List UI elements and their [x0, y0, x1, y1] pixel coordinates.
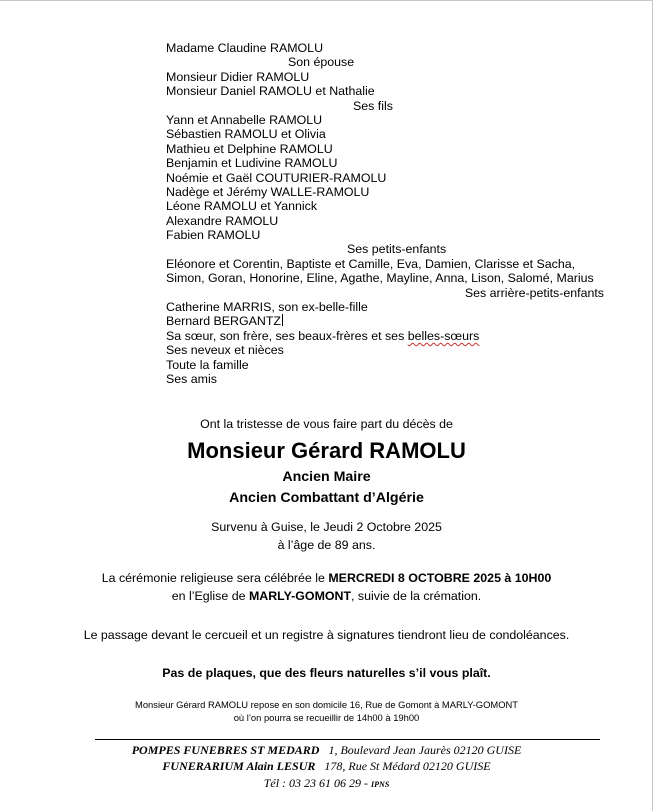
family-line: Yann et Annabelle RAMOLU [166, 112, 323, 127]
death-date: Survenu à Guise, le Jeudi 2 Octobre 2025 [211, 520, 442, 534]
family-line: Toute la famille [166, 357, 249, 372]
funerarium-address: 178, Rue St Médard 02120 GUISE [324, 759, 491, 773]
family-line: Simon, Goran, Honorine, Eline, Agathe, Mayline, Anna, Lison, Salomé, Marius [166, 271, 594, 286]
funeral-home-name: POMPES FUNEBRES ST MEDARD [131, 743, 320, 757]
relation-label: Ses arrière-petits-enfants [464, 285, 604, 300]
funeral-home-address: 1, Boulevard Jean Jaurès 02120 GUISE [328, 743, 522, 757]
phone-line [0, 776, 653, 791]
intro-text: Ont la tristesse de vous faire part du décès de [200, 417, 453, 431]
family-line: Léone RAMOLU et Yannick [166, 199, 318, 214]
footer-divider [95, 739, 600, 740]
funerarium-line [0, 759, 653, 774]
family-list [166, 41, 636, 386]
family-line: Eléonore et Corentin, Baptiste et Camille, Eva, Damien, Clarisse et Sacha, [166, 256, 576, 271]
relation-label: Son épouse [288, 55, 355, 70]
family-line: Madame Claudine RAMOLU [166, 41, 324, 55]
relation-label: Ses petits-enfants [347, 242, 447, 257]
family-line: Benjamin et Ludivine RAMOLU [166, 156, 338, 171]
age-line: à l’âge de 89 ans. [277, 538, 376, 552]
rest-location-line-2: où l’on pourra se recueillir de 14h00 à 19h00 [233, 712, 420, 723]
family-line: Ses neveux et nièces [166, 343, 284, 358]
funeral-home-line [0, 743, 653, 758]
family-line [166, 329, 636, 343]
family-line: Mathieu et Delphine RAMOLU [166, 141, 333, 156]
family-line: Catherine MARRIS, son ex-belle-fille [166, 300, 368, 315]
relation-label: Ses fils [353, 98, 393, 113]
text-cursor [282, 314, 283, 326]
family-line-text: Sa sœur, son frère, ses beaux-frères et ses [166, 328, 408, 343]
ceremony-date: MERCREDI 8 OCTOBRE 2025 à 10H00 [328, 571, 552, 585]
deceased-title-veteran: Ancien Combattant d’Algérie [229, 490, 424, 506]
family-line[interactable] [166, 314, 636, 328]
flowers-notice: Pas de plaques, que des fleurs naturelles s’il vous plaît. [162, 666, 491, 680]
family-line-text: Bernard BERGANTZ [166, 314, 281, 329]
deceased-title-mayor: Ancien Maire [282, 469, 371, 485]
rest-location-line-1: Monsieur Gérard RAMOLU repose en son domicile 16, Rue de Gomont à MARLY-GOMONT [135, 699, 518, 710]
family-line: Noémie et Gaël COUTURIER-RAMOLU [166, 170, 387, 185]
ceremony-line-1 [0, 571, 653, 585]
family-line: Monsieur Didier RAMOLU [166, 69, 310, 84]
ceremony-place: MARLY-GOMONT [248, 589, 352, 603]
ceremony-line-2 [0, 589, 653, 603]
ceremony-text: La cérémonie religieuse sera célébrée le [101, 571, 329, 585]
family-line: Ses amis [166, 371, 217, 386]
ipns-label: IPNS [371, 780, 390, 789]
family-line: Sébastien RAMOLU et Olivia [166, 127, 326, 142]
family-line: Fabien RAMOLU [166, 228, 261, 243]
phone-number: Tél : 03 23 61 06 29 - [263, 776, 369, 790]
family-line: Nadège et Jérémy WALLE-RAMOLU [166, 184, 370, 199]
condolences-text: Le passage devant le cercueil et un registre à signatures tiendront lieu de condoléances. [83, 628, 570, 642]
ceremony-text: en l’Eglise de [171, 589, 249, 603]
funerarium-name: FUNERARIUM Alain LESUR [162, 759, 316, 773]
spellcheck-underlined-word[interactable]: belles-sœurs [407, 328, 480, 343]
ceremony-text: , suivie de la crémation. [351, 589, 482, 603]
family-line: Alexandre RAMOLU [166, 213, 279, 228]
page-border-top [0, 0, 652, 1]
family-line: Monsieur Daniel RAMOLU et Nathalie [166, 84, 375, 99]
deceased-name: Monsieur Gérard RAMOLU [187, 438, 466, 463]
